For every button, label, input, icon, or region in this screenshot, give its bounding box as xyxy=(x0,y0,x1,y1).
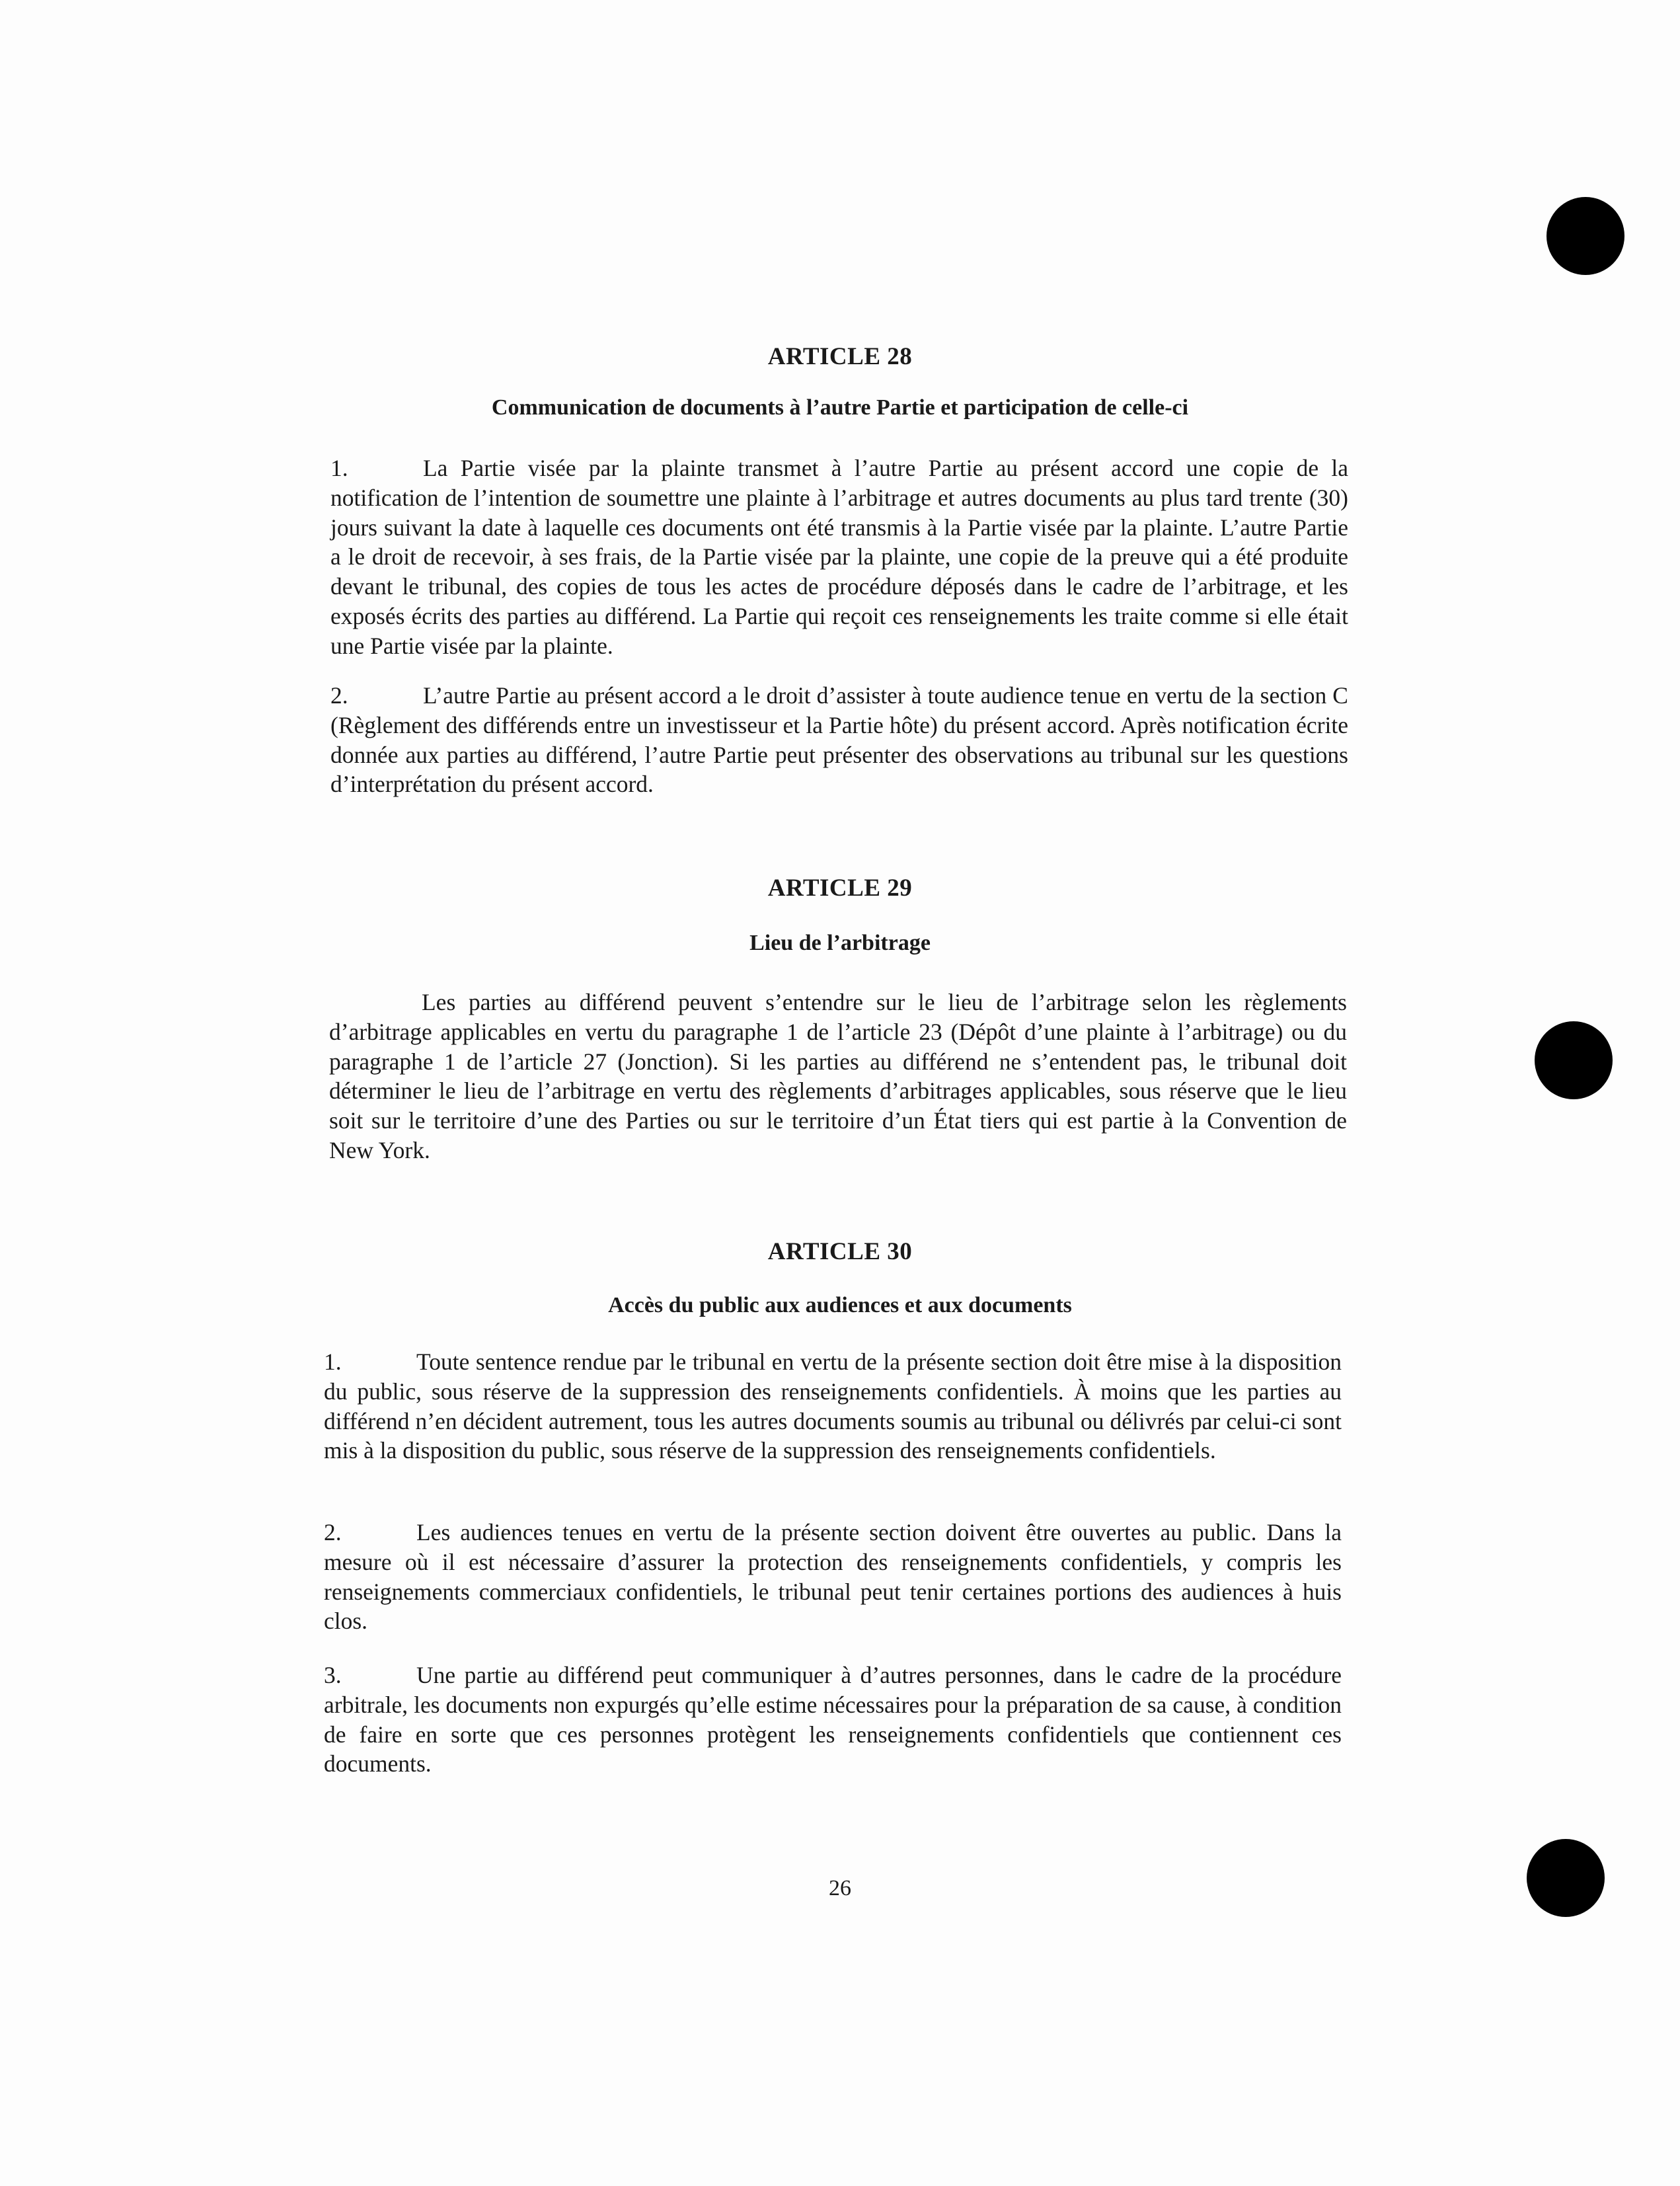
paragraph-number: 2. xyxy=(324,1519,342,1545)
article-29-paragraph-1 xyxy=(329,988,1347,1165)
article-29-title: ARTICLE 29 xyxy=(767,875,913,902)
article-28-subtitle: Communication de documents à l’autre Partie et participation de celle-ci xyxy=(491,395,1189,420)
paragraph-text: Toute sentence rendue par le tribunal en vertu de la présente section doit être mise à la disposition du public, sous réserve de la suppression des renseignements confidentiels. À moins que les parties au différend n’en décident autrement, tous les autres documents soumis au tribunal ou délivrés par celui-ci sont mis à la disposition du public, sous réserve de la suppression des renseignements confidentiels. xyxy=(324,1348,1342,1464)
article-30-subtitle: Accès du public aux audiences et aux documents xyxy=(608,1293,1072,1317)
paragraph-number: 1. xyxy=(330,455,348,481)
article-30-title: ARTICLE 30 xyxy=(767,1238,913,1265)
article-30-paragraph-2 xyxy=(324,1518,1342,1636)
article-29-subtitle: Lieu de l’arbitrage xyxy=(749,931,931,955)
paragraph-text: La Partie visée par la plainte transmet à l’autre Partie au présent accord une copie de la notification de l’intention de soumettre une plainte à l’arbitrage et autres documents au plus tard trente (30) jours suivant la date à laquelle ces documents ont été transmis à la Partie visée par la plainte. L’autre Partie a le droit de recevoir, à ses frais, de la Partie visée par la plainte, une copie de la preuve qui a été produite devant le tribunal, des copies de tous les actes de procédure déposés dans le cadre de l’arbitrage, et les exposés écrits des parties au différend. La Partie qui reçoit ces renseignements les traite comme si elle était une Partie visée par la plainte. xyxy=(330,455,1348,659)
article-28-paragraph-2 xyxy=(330,681,1348,799)
paragraph-text: Les parties au différend peuvent s’entendre sur le lieu de l’arbitrage selon les règlements d’arbitrage applicables en vertu du paragraphe 1 de l’article 23 (Dépôt d’une plainte à l’arbitrage) ou du paragraphe 1 de l’article 27 (Jonction). Si les parties au différend ne s’entendent pas, le tribunal doit déterminer le lieu de l’arbitrage en vertu des règlements d’arbitrages applicables, sous réserve que le lieu soit sur le territoire d’une des Parties ou sur le territoire d’un État tiers qui est partie à la Convention de New York. xyxy=(329,989,1347,1163)
page-number: 26 xyxy=(829,1876,851,1900)
paragraph-text: Les audiences tenues en vertu de la présente section doivent être ouvertes au public. Dans la mesure où il est nécessaire d’assurer la protection des renseignements confidentiels, y compris les renseignements commerciaux confidentiels, le tribunal peut tenir certaines portions des audiences à huis clos. xyxy=(324,1519,1342,1635)
article-30-paragraph-1 xyxy=(324,1347,1342,1465)
punch-hole-top xyxy=(1546,197,1624,275)
paragraph-text: L’autre Partie au présent accord a le droit d’assister à toute audience tenue en vertu de la section C (Règlement des différends entre un investisseur et la Partie hôte) du présent accord. Après notification écrite donnée aux parties au différend, l’autre Partie peut présenter des observations au tribunal sur les questions d’interprétation du présent accord. xyxy=(330,682,1348,798)
paragraph-text: Une partie au différend peut communiquer à d’autres personnes, dans le cadre de la procédure arbitrale, les documents non expurgés qu’elle estime nécessaires pour la préparation de sa cause, à condition de faire en sorte que ces personnes protègent les renseignements confidentiels que contiennent ces documents. xyxy=(324,1662,1342,1777)
article-30-paragraph-3 xyxy=(324,1660,1342,1779)
article-28-paragraph-1 xyxy=(330,453,1348,661)
article-28-title: ARTICLE 28 xyxy=(767,343,913,370)
paragraph-number: 2. xyxy=(330,682,348,709)
punch-hole-middle xyxy=(1535,1021,1613,1099)
paragraph-number: 1. xyxy=(324,1348,342,1375)
paragraph-number: 3. xyxy=(324,1662,342,1688)
